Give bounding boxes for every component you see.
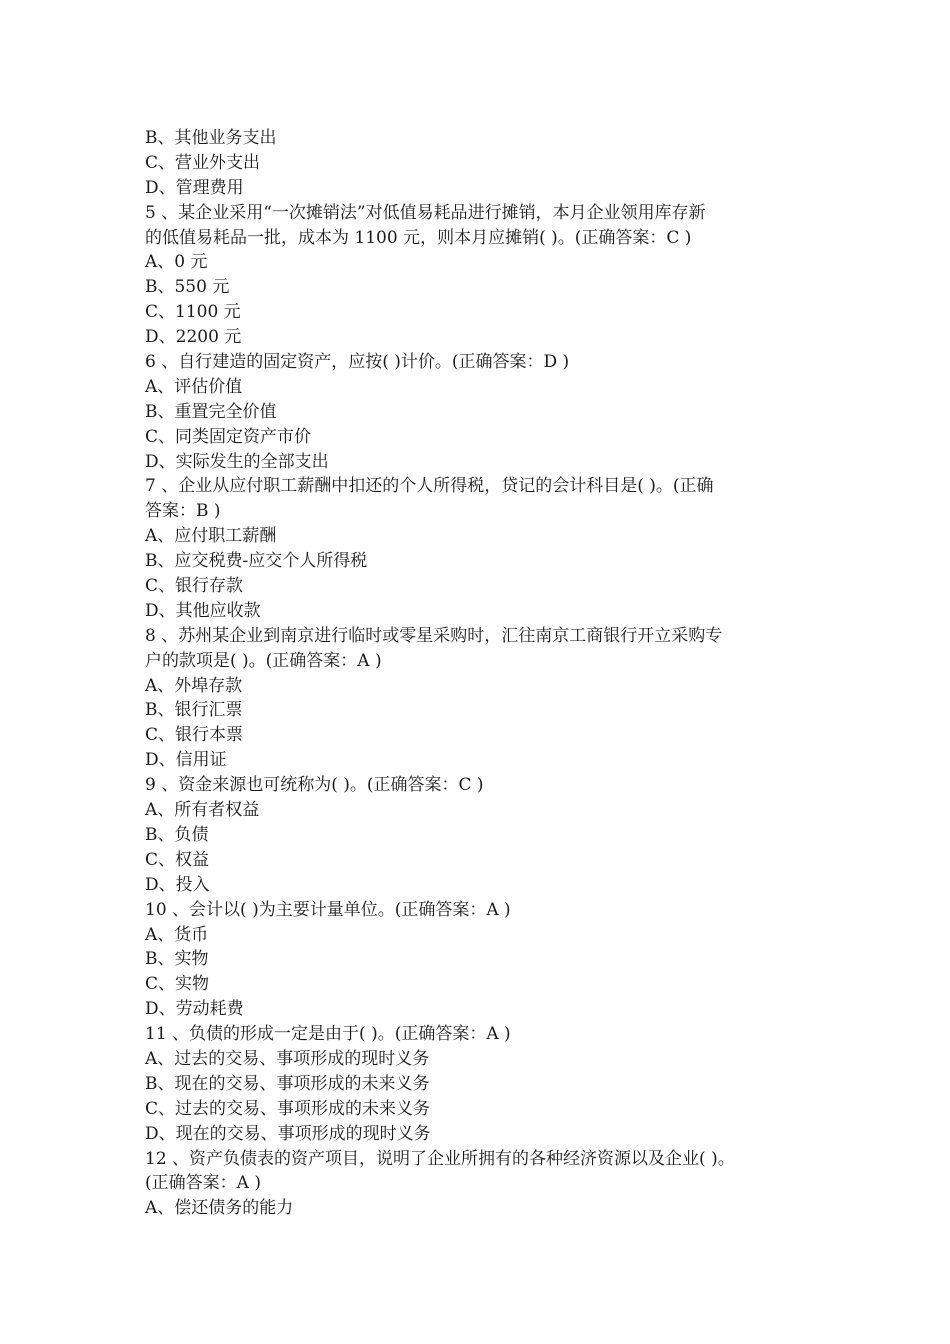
text-line: D、其他应收款 [145,600,261,621]
text-line: C、实物 [145,974,210,995]
text-line: 11 、负债的形成一定是由于( )。(正确答案：A ) [145,1024,511,1045]
text-line: A、货币 [145,924,209,945]
text-line: D、2200 元 [145,327,242,348]
text-line: D、投入 [145,874,210,895]
text-line: 9 、资金来源也可统称为( )。(正确答案：C ) [145,775,484,796]
text-line: 答案：B ) [145,501,221,522]
text-line: C、营业外支出 [145,152,261,173]
text-line: D、信用证 [145,750,227,771]
text-line: A、外埠存款 [145,675,243,696]
text-line: C、权益 [145,849,210,870]
text-line: 6 、自行建造的固定资产，应按( )计价。(正确答案：D ) [145,352,570,373]
text-line: B、重置完全价值 [145,401,277,422]
text-line: 5 、某企业采用“一次摊销法”对低值易耗品进行摊销，本月企业领用库存新 [145,202,706,223]
text-line: B、应交税费-应交个人所得税 [145,551,368,572]
text-line: 的低值易耗品一批，成本为 1100 元，则本月应摊销( )。(正确答案：C ) [145,227,692,248]
text-line: 7 、企业从应付职工薪酬中扣还的个人所得税，贷记的会计科目是( )。(正确 [145,476,714,497]
text-line: C、过去的交易、事项形成的未来义务 [145,1098,431,1119]
text-line: A、过去的交易、事项形成的现时义务 [145,1048,430,1069]
text-line: B、现在的交易、事项形成的未来义务 [145,1073,430,1094]
text-line: 10 、会计以( )为主要计量单位。(正确答案：A ) [145,899,511,920]
text-line: B、实物 [145,949,209,970]
text-line: A、应付职工薪酬 [145,526,277,547]
text-line: C、1100 元 [145,302,241,323]
text-line: B、负债 [145,824,209,845]
text-line: B、550 元 [145,277,230,298]
text-line: A、0 元 [145,252,208,273]
text-line: D、劳动耗费 [145,999,244,1020]
text-line: C、同类固定资产市价 [145,426,312,447]
text-line: 12 、资产负债表的资产项目，说明了企业所拥有的各种经济资源以及企业( )。 [145,1148,735,1169]
document-page [145,126,805,1221]
text-line: A、所有者权益 [145,800,260,821]
text-line: C、银行存款 [145,576,244,597]
text-line: A、偿还债务的能力 [145,1198,294,1219]
text-line: A、评估价值 [145,376,243,397]
text-line: B、其他业务支出 [145,128,277,148]
text-line: D、管理费用 [145,177,244,198]
text-line: (正确答案：A ) [145,1173,261,1194]
text-line: 户的款项是( )。(正确答案：A ) [145,650,382,671]
text-line: D、实际发生的全部支出 [145,451,329,472]
text-line: 8 、苏州某企业到南京进行临时或零星采购时，汇往南京工商银行开立采购专 [145,625,723,646]
text-line: B、银行汇票 [145,700,243,721]
text-line: D、现在的交易、事项形成的现时义务 [145,1123,431,1144]
text-line: C、银行本票 [145,725,244,746]
